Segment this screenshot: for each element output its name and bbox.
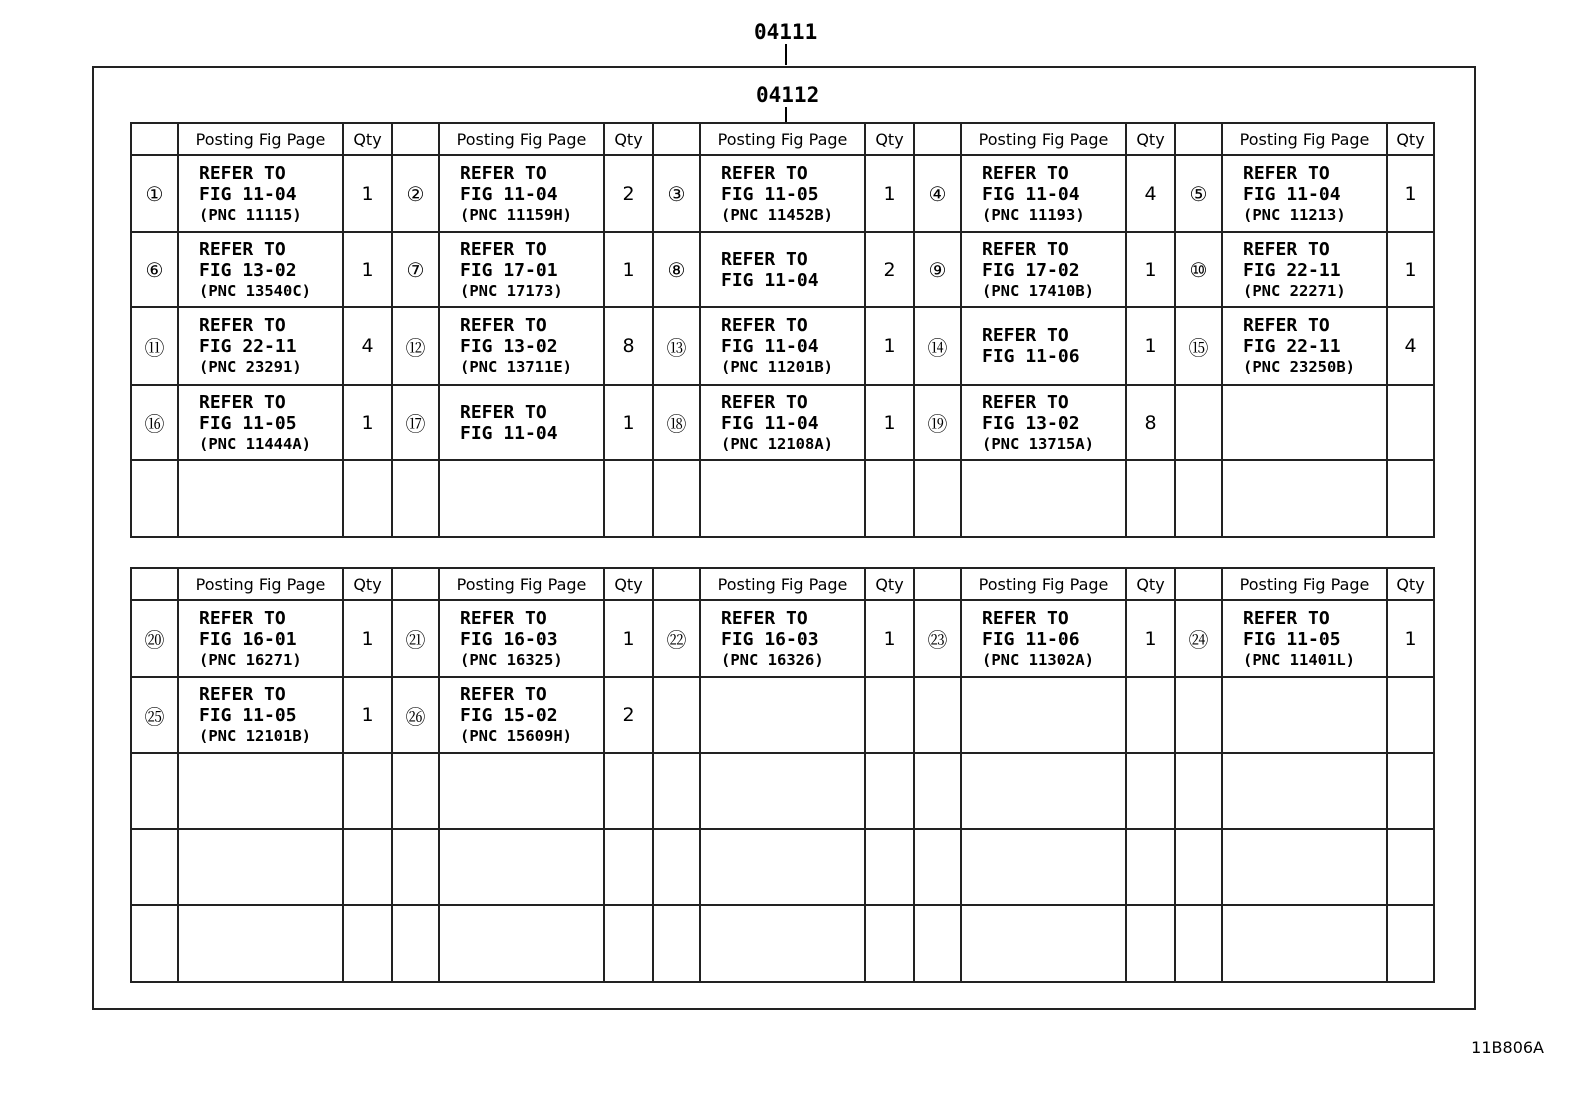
reference-cell <box>178 753 343 829</box>
item-number <box>131 460 178 537</box>
qty-value <box>1126 753 1175 829</box>
upper-parts-table <box>130 122 1435 538</box>
item-number: ㉕ <box>131 677 178 753</box>
fig-text: FIG 16-01 <box>199 628 297 650</box>
fig-text: FIG 11-04 <box>721 412 819 434</box>
qty-value <box>1126 829 1175 905</box>
pnc-text: (PNC 13540C) <box>199 281 311 300</box>
fig-text: FIG 11-06 <box>982 346 1080 367</box>
qty-value: 1 <box>604 385 653 460</box>
qty-value: 1 <box>343 155 392 232</box>
item-number <box>131 829 178 905</box>
qty-value: 1 <box>865 600 914 677</box>
refer-to-text: REFER TO <box>199 684 286 705</box>
reference-cell <box>439 307 604 385</box>
reference-cell <box>961 677 1126 753</box>
header-index-cell <box>914 123 961 155</box>
qty-value: 1 <box>1387 600 1434 677</box>
reference-cell <box>439 600 604 677</box>
item-number <box>131 905 178 982</box>
header-index-cell <box>1175 123 1222 155</box>
item-number <box>914 829 961 905</box>
reference-cell <box>439 829 604 905</box>
refer-to-text: REFER TO <box>982 391 1069 413</box>
pnc-text: (PNC 17173) <box>460 281 563 300</box>
fig-text: FIG 13-02 <box>199 259 297 281</box>
qty-value <box>1387 460 1434 537</box>
item-number <box>392 829 439 905</box>
refer-to-text: REFER TO <box>199 238 286 260</box>
item-number: ⑫ <box>392 307 439 385</box>
pnc-text: (PNC 13715A) <box>982 434 1094 453</box>
header-index-cell <box>914 568 961 600</box>
reference-cell <box>439 385 604 460</box>
qty-value <box>1126 905 1175 982</box>
reference-cell <box>178 155 343 232</box>
header-qty: Qty <box>1387 123 1434 155</box>
qty-value <box>604 829 653 905</box>
header-qty: Qty <box>604 568 653 600</box>
refer-to-text: REFER TO <box>721 248 808 270</box>
header-posting-fig-page: Posting Fig Page <box>1222 568 1387 600</box>
refer-to-text: REFER TO <box>199 391 286 413</box>
reference-cell <box>700 385 865 460</box>
table-row <box>131 460 1434 537</box>
refer-to-text: REFER TO <box>199 607 286 629</box>
qty-value: 1 <box>865 385 914 460</box>
qty-value: 1 <box>343 385 392 460</box>
item-number <box>1175 460 1222 537</box>
item-number: ⑪ <box>131 307 178 385</box>
qty-value: 8 <box>604 307 653 385</box>
qty-value: 1 <box>1126 600 1175 677</box>
qty-value <box>1387 385 1434 460</box>
fig-text: FIG 11-04 <box>199 183 297 205</box>
pnc-text: (PNC 16326) <box>721 650 824 669</box>
table-row <box>131 905 1434 982</box>
reference-cell <box>1222 232 1387 307</box>
reference-cell <box>700 232 865 307</box>
item-number <box>1175 753 1222 829</box>
item-number: ④ <box>914 155 961 232</box>
item-number: ② <box>392 155 439 232</box>
item-number <box>131 753 178 829</box>
qty-value: 4 <box>1126 155 1175 232</box>
header-index-cell <box>653 123 700 155</box>
reference-cell <box>178 829 343 905</box>
qty-value <box>1126 677 1175 753</box>
qty-value <box>1387 677 1434 753</box>
refer-to-text: REFER TO <box>982 238 1069 260</box>
fig-text: FIG 11-05 <box>721 183 819 205</box>
refer-to-text: REFER TO <box>721 607 808 629</box>
reference-cell <box>700 677 865 753</box>
pnc-text: (PNC 16325) <box>460 650 563 669</box>
qty-value <box>1387 905 1434 982</box>
reference-cell <box>178 677 343 753</box>
item-number <box>653 677 700 753</box>
pnc-text: (PNC 23291) <box>199 358 302 376</box>
refer-to-text: REFER TO <box>460 162 547 184</box>
qty-value <box>604 753 653 829</box>
inner-group-label: 04112 <box>756 83 820 107</box>
reference-cell <box>961 385 1126 460</box>
fig-text: FIG 13-02 <box>460 336 558 357</box>
pnc-text: (PNC 12101B) <box>199 727 311 745</box>
pnc-text: (PNC 23250B) <box>1243 358 1355 376</box>
pnc-text: (PNC 22271) <box>1243 281 1346 300</box>
item-number: ⑭ <box>914 307 961 385</box>
reference-cell <box>178 905 343 982</box>
reference-cell <box>439 155 604 232</box>
item-number: ㉔ <box>1175 600 1222 677</box>
item-number: ⑤ <box>1175 155 1222 232</box>
refer-to-text: REFER TO <box>721 315 808 336</box>
reference-cell <box>961 460 1126 537</box>
header-qty: Qty <box>604 123 653 155</box>
outer-leader-line <box>785 44 787 65</box>
reference-cell <box>961 155 1126 232</box>
pnc-text: (PNC 11115) <box>199 205 302 224</box>
header-qty: Qty <box>865 568 914 600</box>
reference-cell <box>439 677 604 753</box>
header-row <box>131 568 1434 600</box>
fig-text: FIG 16-03 <box>721 628 819 650</box>
qty-value: 1 <box>343 600 392 677</box>
table-row <box>131 600 1434 677</box>
reference-cell <box>700 155 865 232</box>
qty-value: 2 <box>865 232 914 307</box>
item-number: ① <box>131 155 178 232</box>
table-row <box>131 753 1434 829</box>
fig-text: FIG 11-05 <box>1243 628 1341 650</box>
qty-value <box>343 460 392 537</box>
reference-cell <box>961 232 1126 307</box>
item-number: ㉖ <box>392 677 439 753</box>
reference-cell <box>961 600 1126 677</box>
reference-cell <box>1222 600 1387 677</box>
fig-text: FIG 17-01 <box>460 259 558 281</box>
fig-text: FIG 11-05 <box>199 705 297 726</box>
item-number <box>392 753 439 829</box>
item-number <box>1175 829 1222 905</box>
refer-to-text: REFER TO <box>982 162 1069 184</box>
reference-cell <box>178 307 343 385</box>
header-posting-fig-page: Posting Fig Page <box>178 568 343 600</box>
pnc-text: (PNC 11213) <box>1243 205 1346 224</box>
item-number <box>914 677 961 753</box>
header-index-cell <box>1175 568 1222 600</box>
figure-code: 11B806A <box>1471 1038 1544 1057</box>
item-number <box>653 829 700 905</box>
table-row <box>131 307 1434 385</box>
reference-cell <box>1222 307 1387 385</box>
qty-value <box>604 460 653 537</box>
reference-cell <box>700 753 865 829</box>
item-number: ⑬ <box>653 307 700 385</box>
reference-cell <box>1222 460 1387 537</box>
header-index-cell <box>653 568 700 600</box>
header-qty: Qty <box>343 123 392 155</box>
header-qty: Qty <box>1126 123 1175 155</box>
reference-cell <box>439 460 604 537</box>
fig-text: FIG 11-04 <box>982 183 1080 205</box>
item-number <box>1175 385 1222 460</box>
table-row <box>131 677 1434 753</box>
reference-cell <box>1222 155 1387 232</box>
pnc-text: (PNC 11159H) <box>460 205 572 224</box>
pnc-text: (PNC 13711E) <box>460 358 572 376</box>
qty-value: 1 <box>604 232 653 307</box>
reference-cell <box>961 307 1126 385</box>
fig-text: FIG 11-06 <box>982 628 1080 650</box>
reference-cell <box>961 905 1126 982</box>
reference-cell <box>439 905 604 982</box>
item-number <box>653 753 700 829</box>
fig-text: FIG 16-03 <box>460 628 558 650</box>
header-posting-fig-page: Posting Fig Page <box>439 568 604 600</box>
item-number: ㉑ <box>392 600 439 677</box>
refer-to-text: REFER TO <box>199 162 286 184</box>
reference-cell <box>700 905 865 982</box>
fig-text: FIG 22-11 <box>199 336 297 357</box>
qty-value: 2 <box>604 155 653 232</box>
qty-value: 1 <box>343 232 392 307</box>
reference-cell <box>1222 385 1387 460</box>
item-number <box>914 460 961 537</box>
header-qty: Qty <box>1126 568 1175 600</box>
pnc-text: (PNC 11452B) <box>721 205 833 224</box>
reference-cell <box>700 460 865 537</box>
item-number <box>914 753 961 829</box>
table-row <box>131 829 1434 905</box>
header-posting-fig-page: Posting Fig Page <box>700 568 865 600</box>
refer-to-text: REFER TO <box>460 607 547 629</box>
header-index-cell <box>131 568 178 600</box>
refer-to-text: REFER TO <box>1243 162 1330 184</box>
refer-to-text: REFER TO <box>982 607 1069 629</box>
item-number: ⑩ <box>1175 232 1222 307</box>
table-row <box>131 155 1434 232</box>
header-qty: Qty <box>865 123 914 155</box>
item-number: ⑨ <box>914 232 961 307</box>
qty-value <box>343 829 392 905</box>
header-row <box>131 123 1434 155</box>
item-number: ㉒ <box>653 600 700 677</box>
refer-to-text: REFER TO <box>460 238 547 260</box>
item-number: ⑯ <box>131 385 178 460</box>
pnc-text: (PNC 12108A) <box>721 434 833 453</box>
table-row <box>131 232 1434 307</box>
qty-value: 1 <box>604 600 653 677</box>
reference-cell <box>961 753 1126 829</box>
item-number: ⑰ <box>392 385 439 460</box>
item-number: ⑧ <box>653 232 700 307</box>
qty-value <box>865 460 914 537</box>
reference-cell <box>700 307 865 385</box>
qty-value <box>1387 829 1434 905</box>
pnc-text: (PNC 15609H) <box>460 727 572 745</box>
header-qty: Qty <box>343 568 392 600</box>
item-number: ⑥ <box>131 232 178 307</box>
fig-text: FIG 22-11 <box>1243 336 1341 357</box>
header-qty: Qty <box>1387 568 1434 600</box>
refer-to-text: REFER TO <box>460 401 547 423</box>
item-number: ⑦ <box>392 232 439 307</box>
header-index-cell <box>392 568 439 600</box>
reference-cell <box>1222 905 1387 982</box>
qty-value <box>604 905 653 982</box>
refer-to-text: REFER TO <box>1243 607 1330 629</box>
reference-cell <box>178 385 343 460</box>
refer-to-text: REFER TO <box>1243 238 1330 260</box>
refer-to-text: REFER TO <box>460 684 547 705</box>
refer-to-text: REFER TO <box>460 315 547 336</box>
reference-cell <box>178 600 343 677</box>
item-number <box>1175 677 1222 753</box>
qty-value: 1 <box>1387 155 1434 232</box>
reference-cell <box>1222 677 1387 753</box>
reference-cell <box>439 232 604 307</box>
header-posting-fig-page: Posting Fig Page <box>700 123 865 155</box>
qty-value <box>343 753 392 829</box>
item-number: ⑲ <box>914 385 961 460</box>
qty-value <box>343 905 392 982</box>
qty-value: 1 <box>1387 232 1434 307</box>
fig-text: FIG 11-05 <box>199 412 297 434</box>
header-index-cell <box>131 123 178 155</box>
fig-text: FIG 11-04 <box>721 269 819 291</box>
qty-value: 4 <box>1387 307 1434 385</box>
reference-cell <box>961 829 1126 905</box>
fig-text: FIG 22-11 <box>1243 259 1341 281</box>
qty-value <box>865 829 914 905</box>
pnc-text: (PNC 16271) <box>199 650 302 669</box>
fig-text: FIG 13-02 <box>982 412 1080 434</box>
table-row <box>131 385 1434 460</box>
qty-value <box>865 905 914 982</box>
fig-text: FIG 11-04 <box>1243 183 1341 205</box>
qty-value: 1 <box>1126 307 1175 385</box>
header-index-cell <box>392 123 439 155</box>
reference-cell <box>178 460 343 537</box>
item-number <box>914 905 961 982</box>
pnc-text: (PNC 17410B) <box>982 281 1094 300</box>
reference-cell <box>178 232 343 307</box>
pnc-text: (PNC 11201B) <box>721 358 833 376</box>
pnc-text: (PNC 11302A) <box>982 650 1094 669</box>
reference-cell <box>1222 753 1387 829</box>
header-posting-fig-page: Posting Fig Page <box>961 123 1126 155</box>
item-number <box>653 460 700 537</box>
item-number <box>1175 905 1222 982</box>
qty-value: 1 <box>1126 232 1175 307</box>
item-number: ⑱ <box>653 385 700 460</box>
pnc-text: (PNC 11401L) <box>1243 650 1355 669</box>
header-posting-fig-page: Posting Fig Page <box>178 123 343 155</box>
fig-text: FIG 11-04 <box>460 422 558 444</box>
lower-parts-table <box>130 567 1435 983</box>
pnc-text: (PNC 11193) <box>982 205 1085 224</box>
qty-value: 1 <box>343 677 392 753</box>
fig-text: FIG 11-04 <box>460 183 558 205</box>
item-number <box>653 905 700 982</box>
item-number: ⑮ <box>1175 307 1222 385</box>
qty-value <box>865 753 914 829</box>
qty-value: 8 <box>1126 385 1175 460</box>
item-number: ⑳ <box>131 600 178 677</box>
item-number <box>392 905 439 982</box>
qty-value: 1 <box>865 307 914 385</box>
header-posting-fig-page: Posting Fig Page <box>1222 123 1387 155</box>
fig-text: FIG 15-02 <box>460 705 558 726</box>
refer-to-text: REFER TO <box>1243 315 1330 336</box>
header-posting-fig-page: Posting Fig Page <box>961 568 1126 600</box>
inner-leader-line <box>785 107 787 123</box>
fig-text: FIG 17-02 <box>982 259 1080 281</box>
qty-value: 1 <box>865 155 914 232</box>
outer-group-label: 04111 <box>754 20 818 44</box>
pnc-text: (PNC 11444A) <box>199 434 311 453</box>
reference-cell <box>439 753 604 829</box>
qty-value <box>1387 753 1434 829</box>
refer-to-text: REFER TO <box>721 391 808 413</box>
refer-to-text: REFER TO <box>982 325 1069 346</box>
item-number: ㉓ <box>914 600 961 677</box>
reference-cell <box>700 829 865 905</box>
fig-text: FIG 11-04 <box>721 336 819 357</box>
reference-cell <box>700 600 865 677</box>
refer-to-text: REFER TO <box>199 315 286 336</box>
refer-to-text: REFER TO <box>721 162 808 184</box>
header-posting-fig-page: Posting Fig Page <box>439 123 604 155</box>
qty-value: 2 <box>604 677 653 753</box>
item-number: ③ <box>653 155 700 232</box>
qty-value: 4 <box>343 307 392 385</box>
qty-value <box>1126 460 1175 537</box>
qty-value <box>865 677 914 753</box>
item-number <box>392 460 439 537</box>
reference-cell <box>1222 829 1387 905</box>
